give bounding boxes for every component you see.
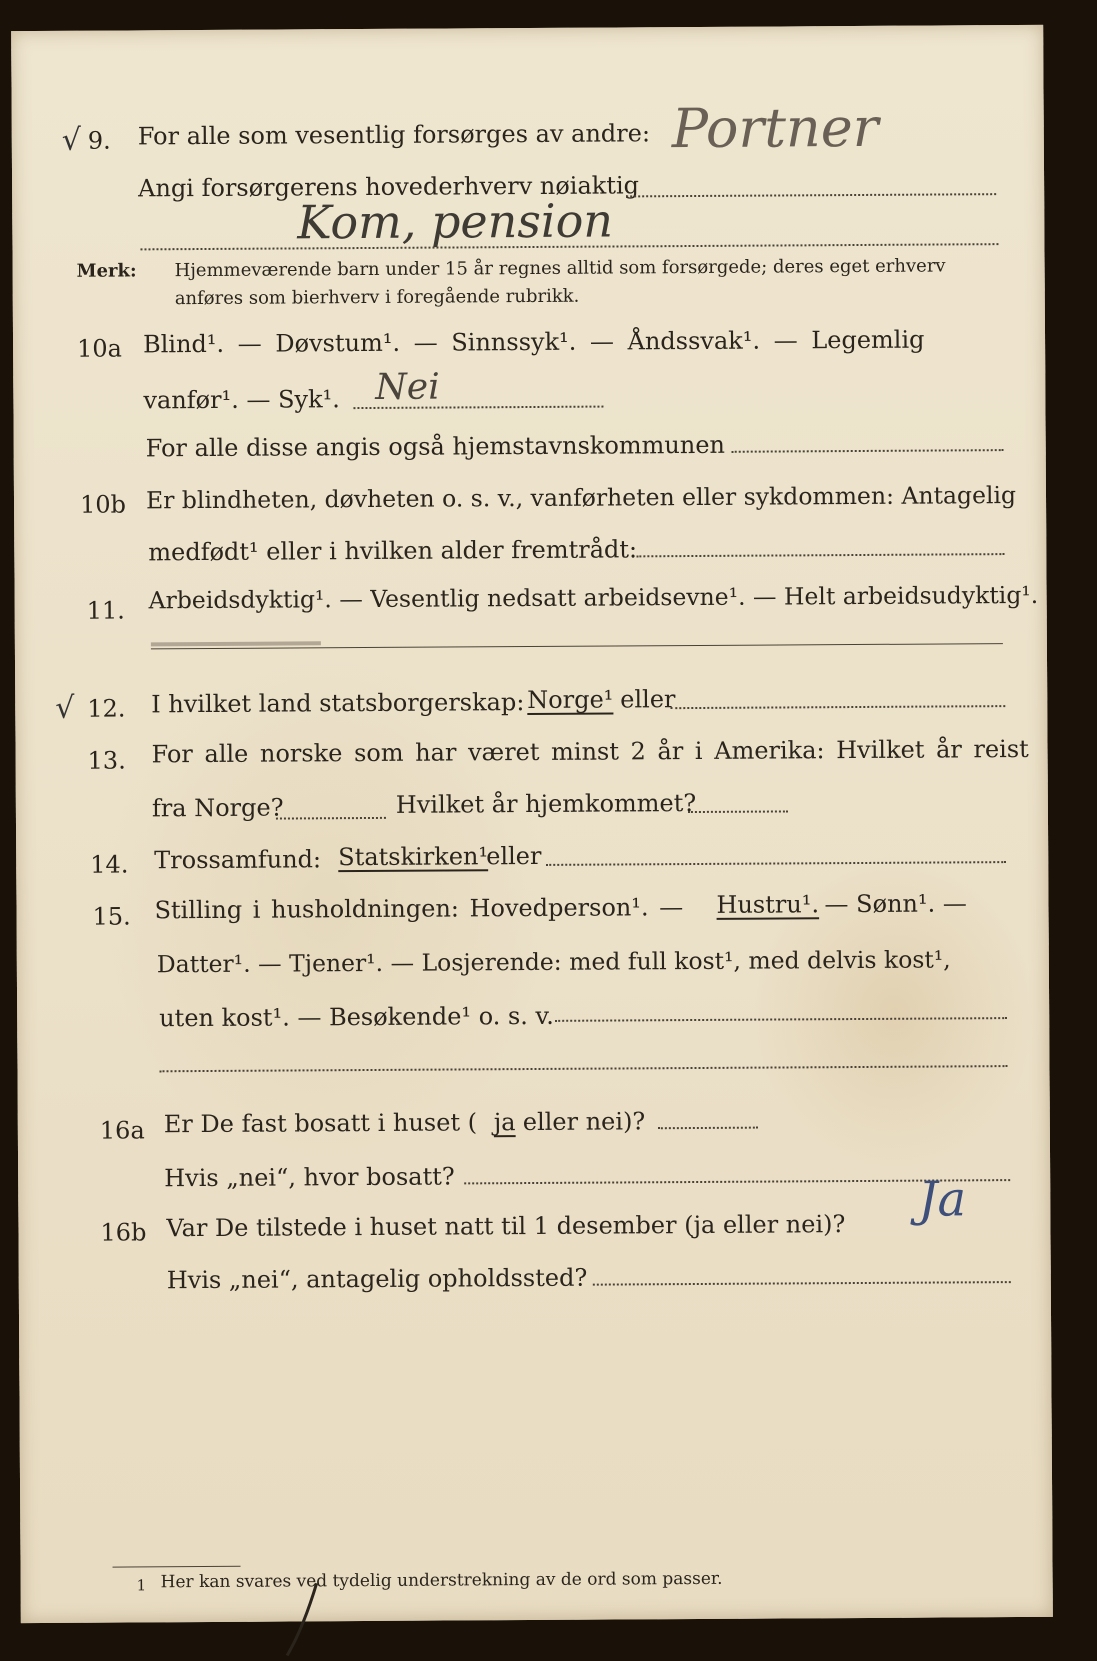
q16a-line2: Hvis „nei“, hvor bosatt? xyxy=(164,1162,455,1193)
q16a-underlined-answer: ja xyxy=(493,1108,516,1137)
q13-line1: For alle norske som har været minst 2 år i Amerika: Hvilket år reist xyxy=(151,734,1029,769)
pencil-stroke-mark xyxy=(283,1579,323,1659)
q16b-whereabouts-line xyxy=(593,1281,1011,1286)
q16a-line1a: Er De fast bosatt i huset ( xyxy=(163,1108,478,1139)
q12-answer-line xyxy=(670,705,1005,709)
q15-answer-line1 xyxy=(555,1017,1007,1022)
q14-number: 14. xyxy=(90,850,129,879)
q12-number: 12. xyxy=(87,694,126,723)
footnote-text: Her kan svares ved tydelig understrekning av de ord som passer. xyxy=(160,1568,723,1593)
q10a-handwritten-answer: Nei xyxy=(375,366,440,408)
q13-line2a: fra Norge? xyxy=(151,793,284,823)
q14-answer-line xyxy=(546,861,1006,866)
q9-handwritten-answer1: Portner xyxy=(671,95,879,161)
census-form-sheet xyxy=(11,25,1053,1623)
merk-line1: Hjemmeværende barn under 15 år regnes alltid som forsørgede; deres eget erhverv xyxy=(174,255,946,282)
q11-pencil-mark xyxy=(151,641,321,646)
check-mark-q9: √ xyxy=(61,122,82,158)
q12-question: I hvilket land statsborgerskap: xyxy=(151,688,525,719)
q13-number: 13. xyxy=(87,746,126,775)
q10b-line1: Er blindheten, døvheten o. s. v., vanførheten eller sykdommen: Antagelig xyxy=(145,481,1017,515)
q15-answer-line2 xyxy=(159,1065,1007,1072)
merk-label: Merk: xyxy=(76,260,137,282)
q10a-line2: vanfør¹. — Syk¹. xyxy=(143,385,340,415)
q16b-line1: Var De tilstede i huset natt til 1 desember (ja eller nei)? xyxy=(166,1210,846,1243)
q15-line1b: — Sønn¹. — xyxy=(824,889,967,919)
q10b-answer-line xyxy=(636,553,1004,557)
footnote-mark: 1 xyxy=(136,1576,147,1595)
q16b-number: 16b xyxy=(100,1218,147,1247)
q9-line1: For alle som vesentlig forsørges av andre: xyxy=(137,119,651,151)
q9-line2: Angi forsørgerens hovederhverv nøiaktig xyxy=(138,171,640,203)
q12-rest: eller xyxy=(620,685,676,714)
q16a-answer-line xyxy=(658,1127,758,1130)
q13-line2b: Hvilket år hjemkommet? xyxy=(395,788,697,819)
q10a-answer-line xyxy=(353,406,603,410)
q14-question: Trossamfund: xyxy=(154,845,322,875)
q12-underlined-answer: Norge¹ xyxy=(527,685,614,715)
q10a-municipality-line xyxy=(732,449,1004,453)
q10a-line1: Blind¹. — Døvstum¹. — Sinnssyk¹. — Åndssvak¹. — Legemlig xyxy=(142,325,925,359)
q16a-number: 16a xyxy=(99,1116,145,1145)
q9-handwritten-answer2: Kom, pension xyxy=(297,193,614,250)
q10b-line2: medfødt¹ eller i hvilken alder fremtrådt: xyxy=(148,535,638,567)
q16a-line1b: eller nei)? xyxy=(522,1107,646,1137)
q11-line1: Arbeidsdyktig¹. — Vesentlig nedsatt arbeidsevne¹. — Helt arbeidsudyktig¹. xyxy=(148,580,1039,615)
q11-number: 11. xyxy=(86,596,125,625)
q15-number: 15. xyxy=(92,902,131,931)
q15-line3: uten kost¹. — Besøkende¹ o. s. v. xyxy=(159,1001,554,1033)
q16b-line2: Hvis „nei“, antagelig opholdssted? xyxy=(166,1263,588,1295)
q10b-number: 10b xyxy=(79,490,127,519)
merk-line2: anføres som bierhverv i foregående rubrikk. xyxy=(174,285,580,310)
footnote-rule xyxy=(113,1566,241,1568)
q16b-handwritten-answer: Ja xyxy=(918,1171,967,1228)
check-mark-q12: √ xyxy=(55,690,75,726)
q14-rest: eller xyxy=(486,841,542,871)
q14-underlined-answer: Statskirken¹ xyxy=(338,842,489,872)
q9-answer-line1 xyxy=(626,193,996,197)
q15-underlined-answer: Hustru¹. xyxy=(716,890,820,919)
q13-left-year-line xyxy=(276,817,386,820)
q10a-number: 10a xyxy=(77,334,123,363)
q13-return-year-line xyxy=(688,810,788,813)
q10a-line3: For alle disse angis også hjemstavnskommunen xyxy=(145,430,726,463)
q15-line1a: Stilling i husholdningen: Hovedperson¹. — xyxy=(154,893,684,925)
q15-line2: Datter¹. — Tjener¹. — Losjerende: med full kost¹, med delvis kost¹, xyxy=(156,945,951,979)
q9-number: 9. xyxy=(87,126,111,155)
